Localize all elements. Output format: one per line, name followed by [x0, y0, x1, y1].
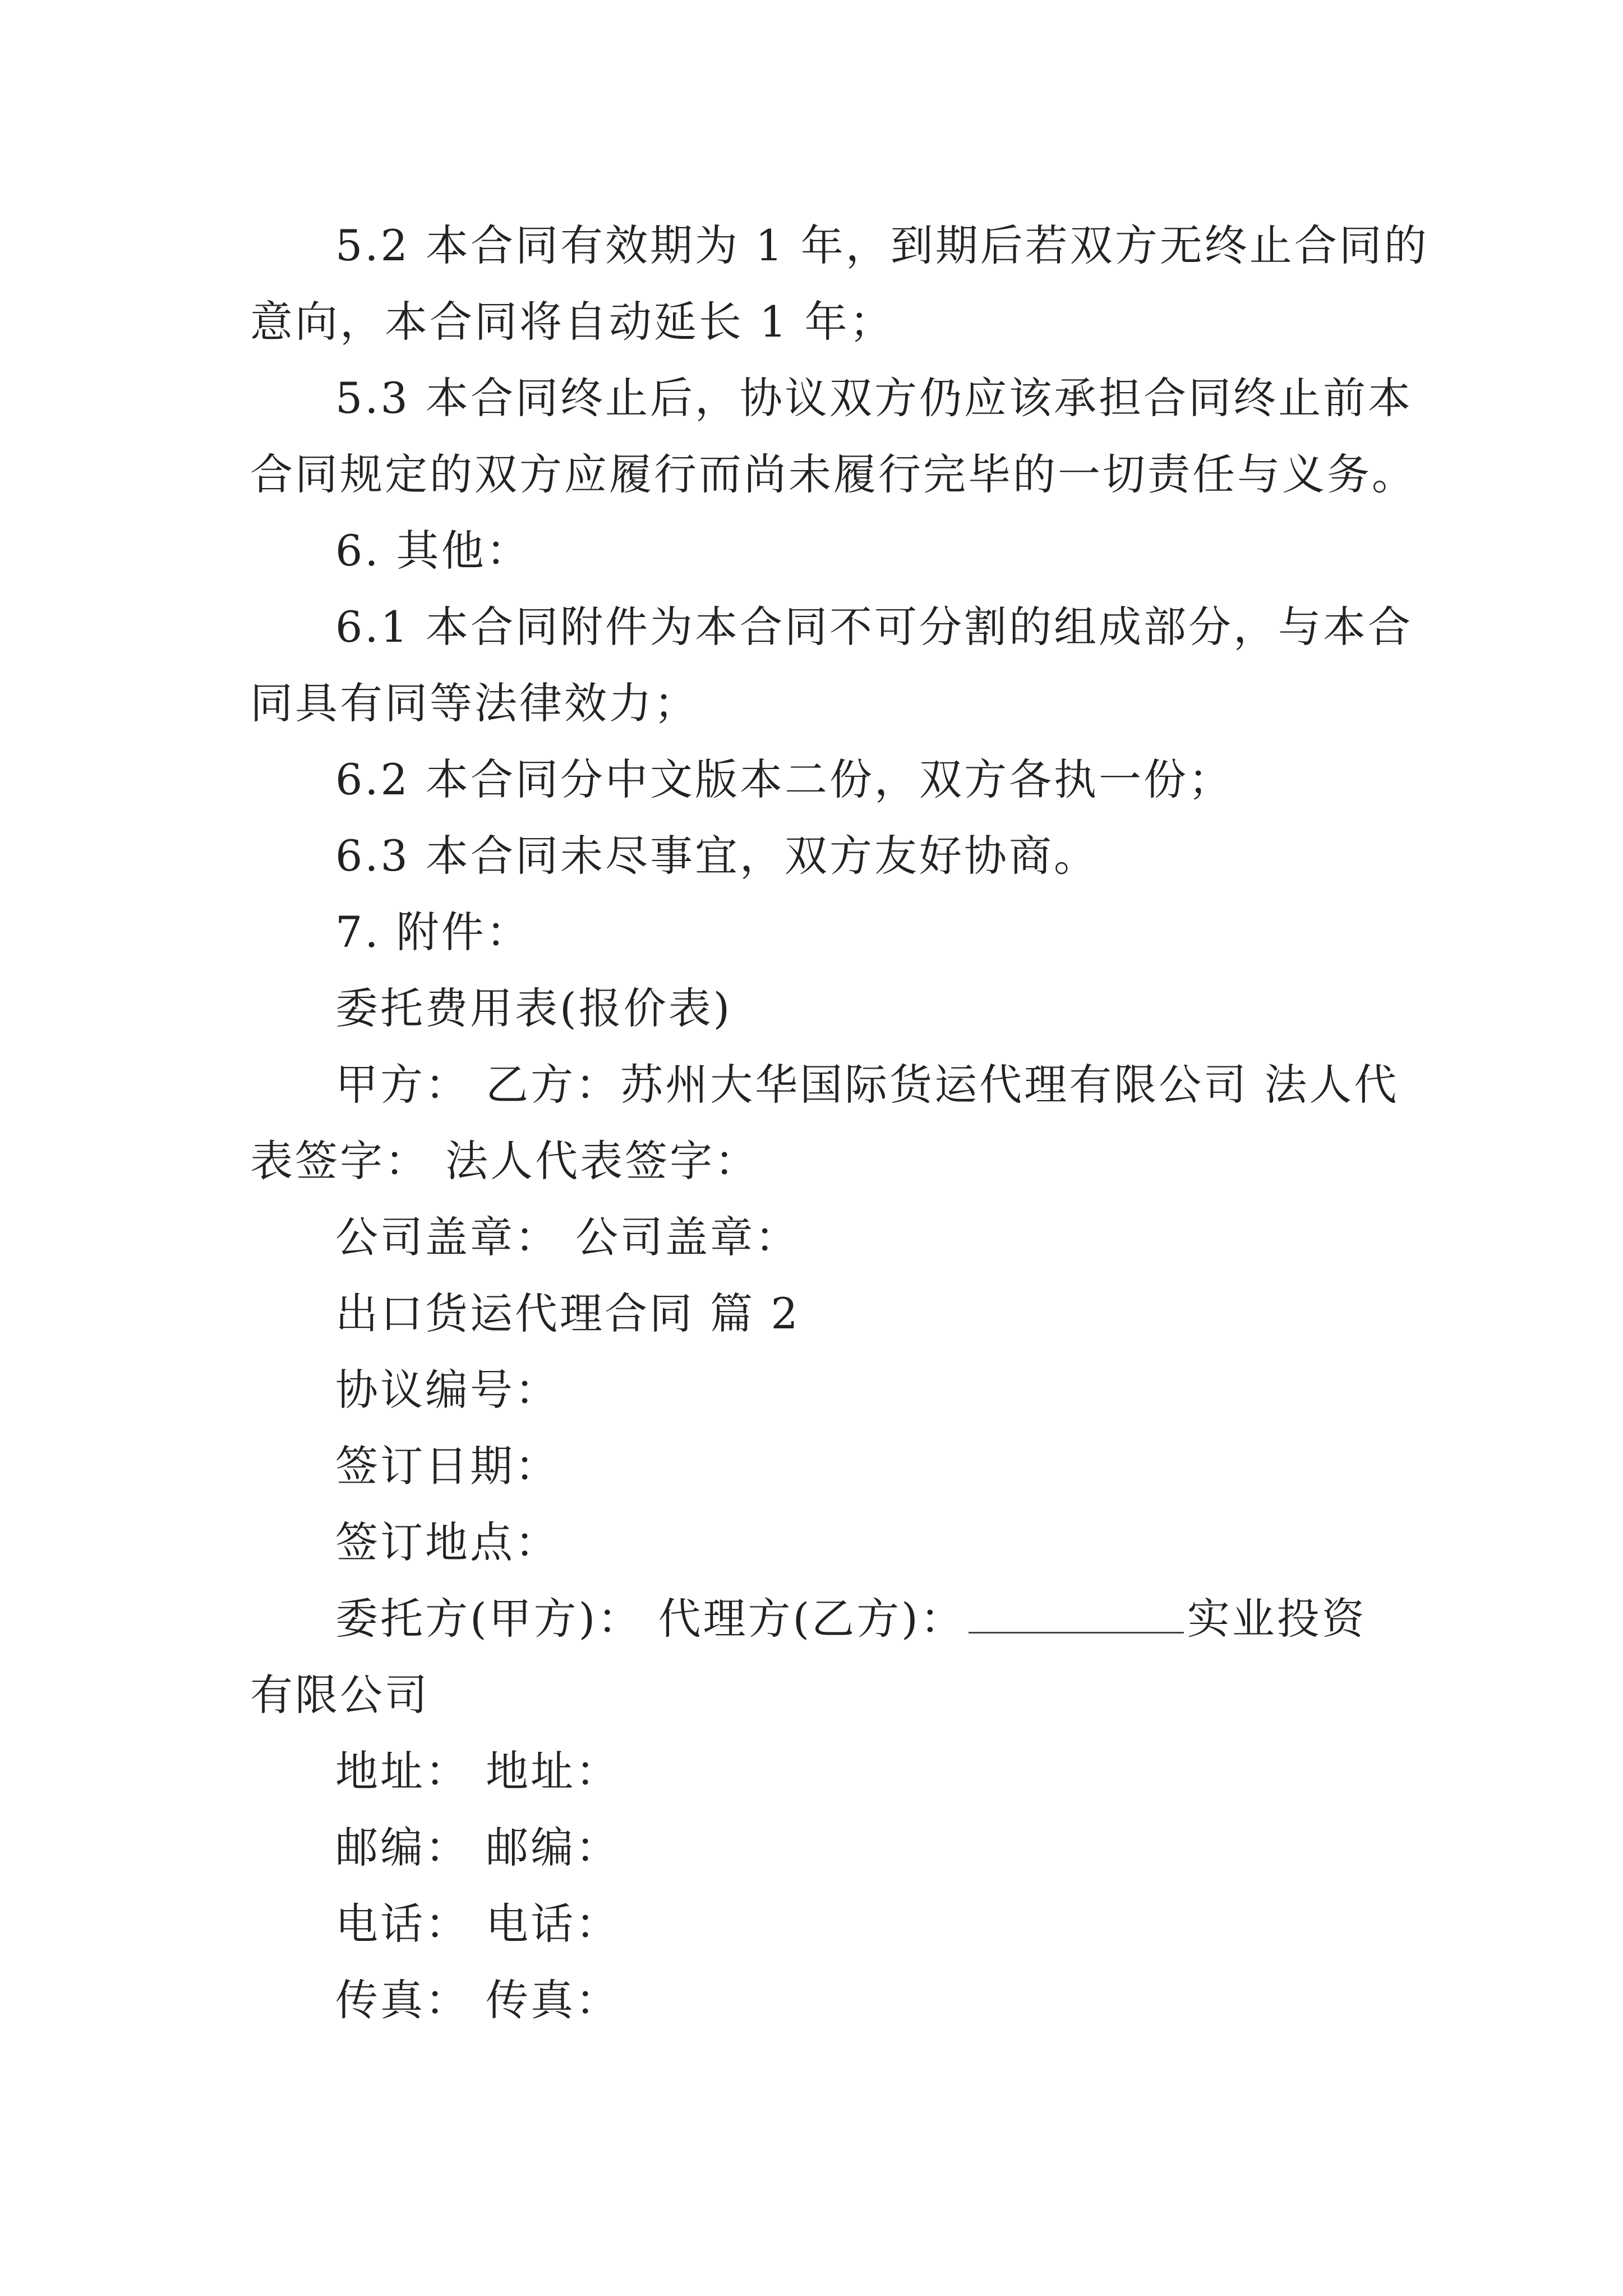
section-6-heading: 6. 其他： [335, 526, 531, 576]
phone-field: 电话： 电话： [335, 1899, 621, 1949]
party-signature-line: 甲方： 乙方：苏州大华国际货运代理有限公司 法人代 [335, 1060, 1399, 1110]
agent-parties-line [250, 1581, 1389, 1657]
company-name-blank [969, 1593, 1184, 1634]
agent-company-suffix: 实业投资 [1187, 1594, 1367, 1644]
agreement-number-field: 协议编号： [335, 1365, 560, 1415]
clause-5-2-cont: 意向，本合同将自动延长 1 年； [250, 297, 895, 347]
clause-6-1: 6.1 本合同附件为本合同不可分割的组成部分，与本合 [335, 602, 1413, 652]
clause-5-3: 5.3 本合同终止后，协议双方仍应该承担合同终止前本 [335, 373, 1413, 423]
agent-parties-line-cont: 有限公司 [250, 1670, 430, 1720]
section-7-heading: 7. 附件： [335, 907, 531, 957]
signing-place-field: 签订地点： [335, 1517, 560, 1567]
agent-parties-label: 委托方(甲方)： 代理方(乙方)： [335, 1594, 965, 1644]
clause-6-2: 6.2 本合同分中文版本二份，双方各执一份； [335, 754, 1234, 804]
party-signature-line-cont: 表签字： 法人代表签字： [250, 1136, 760, 1186]
clause-5-2: 5.2 本合同有效期为 1 年，到期后若双方无终止合同的 [335, 220, 1429, 270]
clause-6-1-cont: 同具有同等法律效力； [250, 678, 699, 728]
clause-6-3: 6.3 本合同未尽事宜，双方友好协商。 [335, 831, 1099, 881]
fax-field: 传真： 传真： [335, 1975, 621, 2025]
signing-date-field: 签订日期： [335, 1441, 560, 1491]
document-body [250, 208, 1429, 2039]
clause-5-3-cont: 合同规定的双方应履行而尚未履行完毕的一切责任与义务。 [250, 449, 1417, 499]
address-field: 地址： 地址： [335, 1746, 621, 1796]
attachment-title: 委托费用表(报价表) [335, 983, 732, 1033]
company-seal-line: 公司盖章： 公司盖章： [335, 1212, 800, 1262]
contract-part-2-title: 出口货运代理合同 篇 2 [335, 1289, 800, 1338]
postcode-field: 邮编： 邮编： [335, 1823, 621, 1872]
